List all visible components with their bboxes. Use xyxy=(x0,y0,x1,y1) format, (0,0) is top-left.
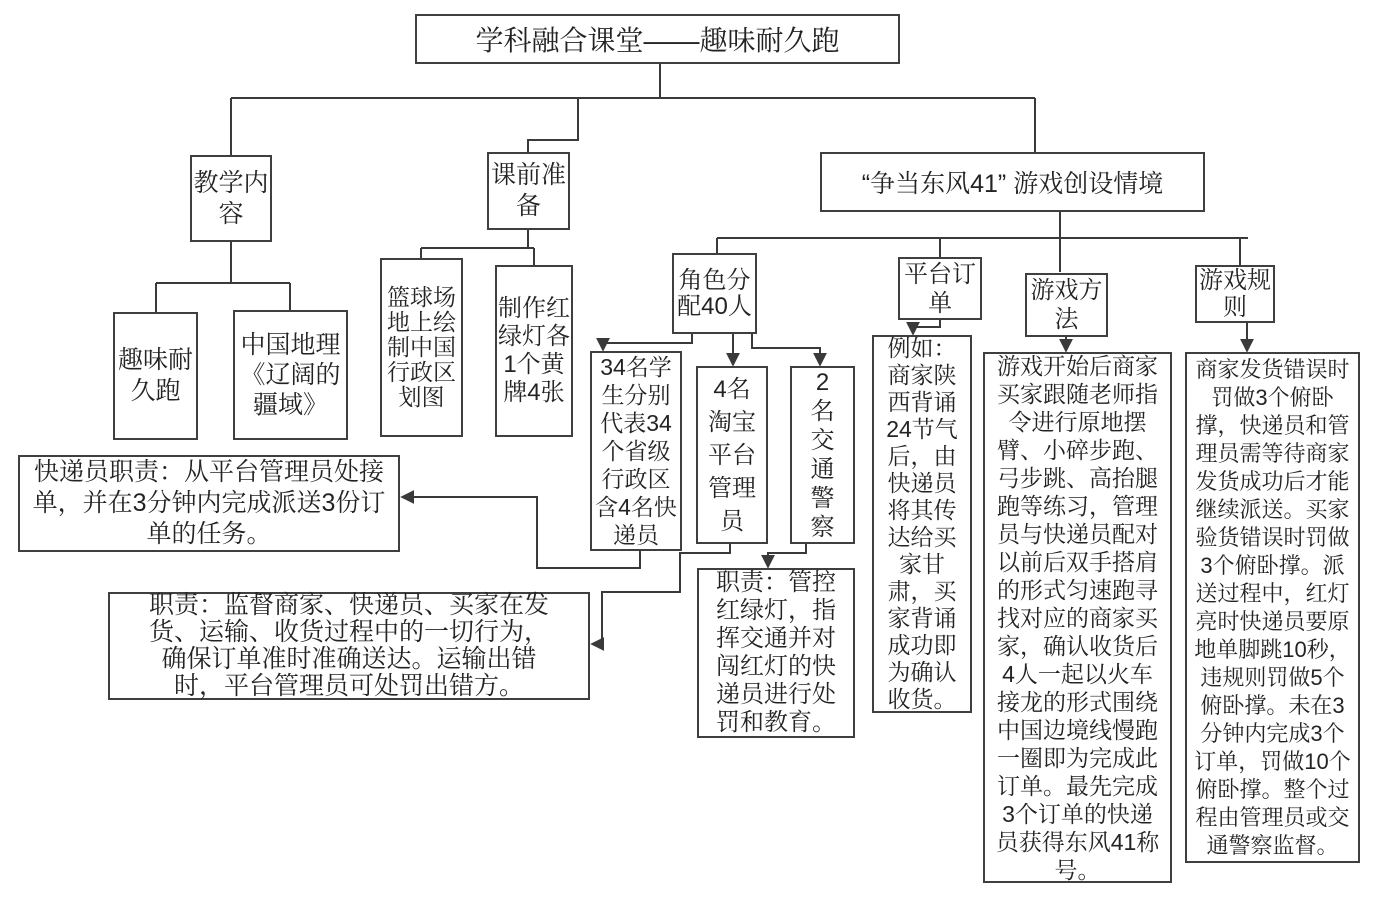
node-game-rules-detail: 商家发货错误时罚做3个俯卧撑，快递员和管理员需等待商家发货成功后才能继续派送。买家验货错误时罚做3个俯卧撑。派送过程中，红灯亮时快递员要原地单脚跳10秒，违规则罚做5个俯卧撑。未在3分钟内完成3个订单，罚做10个俯卧撑。整个过程由管理员或交通警察监督。 xyxy=(1185,352,1360,863)
node-taobao-managers: 4名淘宝平台管理员 xyxy=(696,366,768,544)
node-title: 学科融合课堂——趣味耐久跑 xyxy=(415,14,900,64)
node-game-rules: 游戏规则 xyxy=(1195,265,1275,323)
node-game-method: 游戏方法 xyxy=(1025,273,1108,337)
node-traffic-police: 2名交通警察 xyxy=(790,366,855,544)
connector-police-to-police-duty xyxy=(768,544,806,566)
node-make-lights: 制作红绿灯各1个黄牌4张 xyxy=(495,265,573,437)
connector-roles-to-students xyxy=(603,334,692,349)
node-students-34: 34名学生分别代表34个省级行政区含4名快递员 xyxy=(590,351,682,551)
node-manager-duty: 职责：监督商家、快递员、买家在发货、运输、收货过程中的一切行为，确保订单准时准确送达。运输出错时，平台管理员可处罚出错方。 xyxy=(108,592,590,700)
connector-teaching-branch xyxy=(156,242,290,312)
connector-roles-to-police xyxy=(752,334,820,364)
node-teaching-content: 教学内容 xyxy=(190,155,272,242)
node-game-situation: “争当东风41” 游戏创设情境 xyxy=(820,152,1205,212)
node-platform-orders: 平台订单 xyxy=(898,257,982,320)
node-courier-duty: 快递员职责：从平台管理员处接单，并在3分钟内完成派送3份订单的任务。 xyxy=(18,455,400,552)
node-fun-endurance-run: 趣味耐久跑 xyxy=(113,312,198,440)
node-police-duty: 职责：管控红绿灯，指挥交通并对闯红灯的快递员进行处罚和教育。 xyxy=(697,568,855,738)
node-court-map: 篮球场地上绘制中国行政区划图 xyxy=(380,258,463,437)
node-role-assignment: 角色分配40人 xyxy=(672,253,757,334)
connector-to-pre-class-prep xyxy=(528,98,578,152)
node-china-geography: 中国地理《辽阔的疆域》 xyxy=(233,310,348,440)
node-pre-class-prep: 课前准备 xyxy=(487,152,570,230)
connector-orders-to-example xyxy=(913,320,940,333)
node-order-example: 例如：商家陕西背诵24节气后，由快递员将其传达给买家甘肃，买家背诵成功即为确认收货。 xyxy=(872,335,972,713)
node-game-method-detail: 游戏开始后商家买家跟随老师指令进行原地摆臂、小碎步跑、弓步跳、高抬腿跑等练习，管理员与快递员配对以前后双手搭肩的形式匀速跑寻找对应的商家买家，确认收货后4人一起以火车接龙的形式围绕中国边境线慢跑一圈即为完成此订单。最先完成3个订单的快递员获得东风41称号。 xyxy=(983,352,1172,883)
